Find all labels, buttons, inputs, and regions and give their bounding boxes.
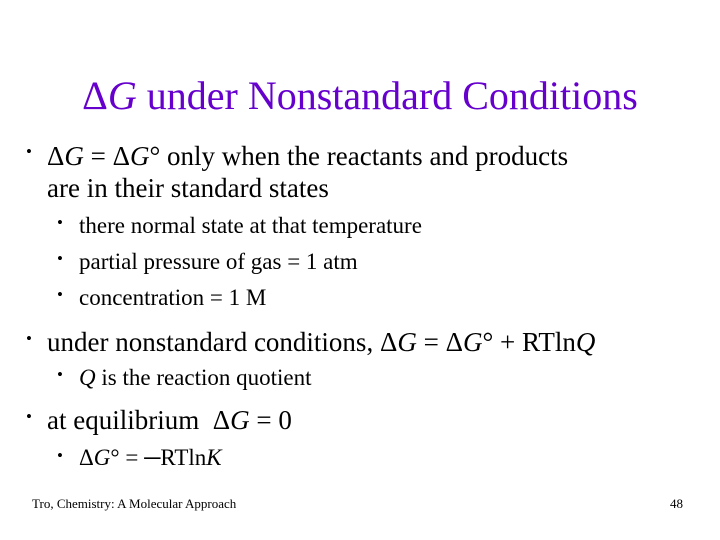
bullet-icon: • xyxy=(26,329,32,348)
equals-text: = xyxy=(416,327,446,357)
equation-text: = 0 xyxy=(249,405,292,435)
bullet-2-sub xyxy=(79,364,312,392)
bullet-1-line-2: are in their standard states xyxy=(47,173,329,203)
delta-symbol: Δ xyxy=(112,141,130,171)
equation-text: ° + RTln xyxy=(482,327,576,357)
bullet-icon: • xyxy=(57,285,63,304)
bullet-icon: • xyxy=(57,365,63,384)
g-variable: G xyxy=(129,141,150,171)
title-text: under Nonstandard Conditions xyxy=(136,73,638,118)
slide-title xyxy=(0,72,720,120)
bullet-1-sub-1: there normal state at that temperature xyxy=(79,213,422,238)
bullet-2-line xyxy=(47,326,595,358)
bullet-icon: • xyxy=(26,142,32,161)
bullet-icon: • xyxy=(57,446,63,465)
bullet-2-text: under nonstandard conditions, xyxy=(47,327,380,357)
equation-text: ° = ─RTln xyxy=(110,445,207,470)
footer-source: Tro, Chemistry: A Molecular Approach xyxy=(32,496,237,511)
delta-symbol: Δ xyxy=(445,327,463,357)
bullet-icon: • xyxy=(26,407,32,426)
bullet-icon: • xyxy=(57,213,63,232)
delta-symbol: Δ xyxy=(379,327,398,357)
bullet-1-sub-3: concentration = 1 M xyxy=(79,285,267,310)
bullet-1-text: ° only when the reactants and products xyxy=(149,141,569,171)
q-variable: Q xyxy=(575,327,596,357)
bullet-1-sub-2: partial pressure of gas = 1 atm xyxy=(79,249,358,274)
equals-text: = xyxy=(83,141,113,171)
title-delta: Δ xyxy=(82,73,108,118)
g-variable: G xyxy=(397,327,417,357)
delta-symbol: Δ xyxy=(79,445,94,470)
bullet-icon: • xyxy=(57,249,63,268)
g-variable: G xyxy=(93,445,111,470)
bullet-3-line xyxy=(47,404,292,436)
delta-symbol: Δ xyxy=(47,141,65,171)
g-variable: G xyxy=(64,141,84,171)
bullet-2-sub-text: is the reaction quotient xyxy=(95,365,312,390)
title-var: G xyxy=(107,73,137,118)
page-number: 48 xyxy=(670,496,683,511)
g-variable: G xyxy=(462,327,483,357)
bullet-3-text: at equilibrium xyxy=(47,405,213,435)
bullet-3-sub xyxy=(79,444,222,472)
delta-symbol: Δ xyxy=(212,405,231,435)
q-variable: Q xyxy=(79,365,96,390)
g-variable: G xyxy=(230,405,250,435)
bullet-1-line-1 xyxy=(47,140,568,172)
k-variable: K xyxy=(206,445,222,470)
